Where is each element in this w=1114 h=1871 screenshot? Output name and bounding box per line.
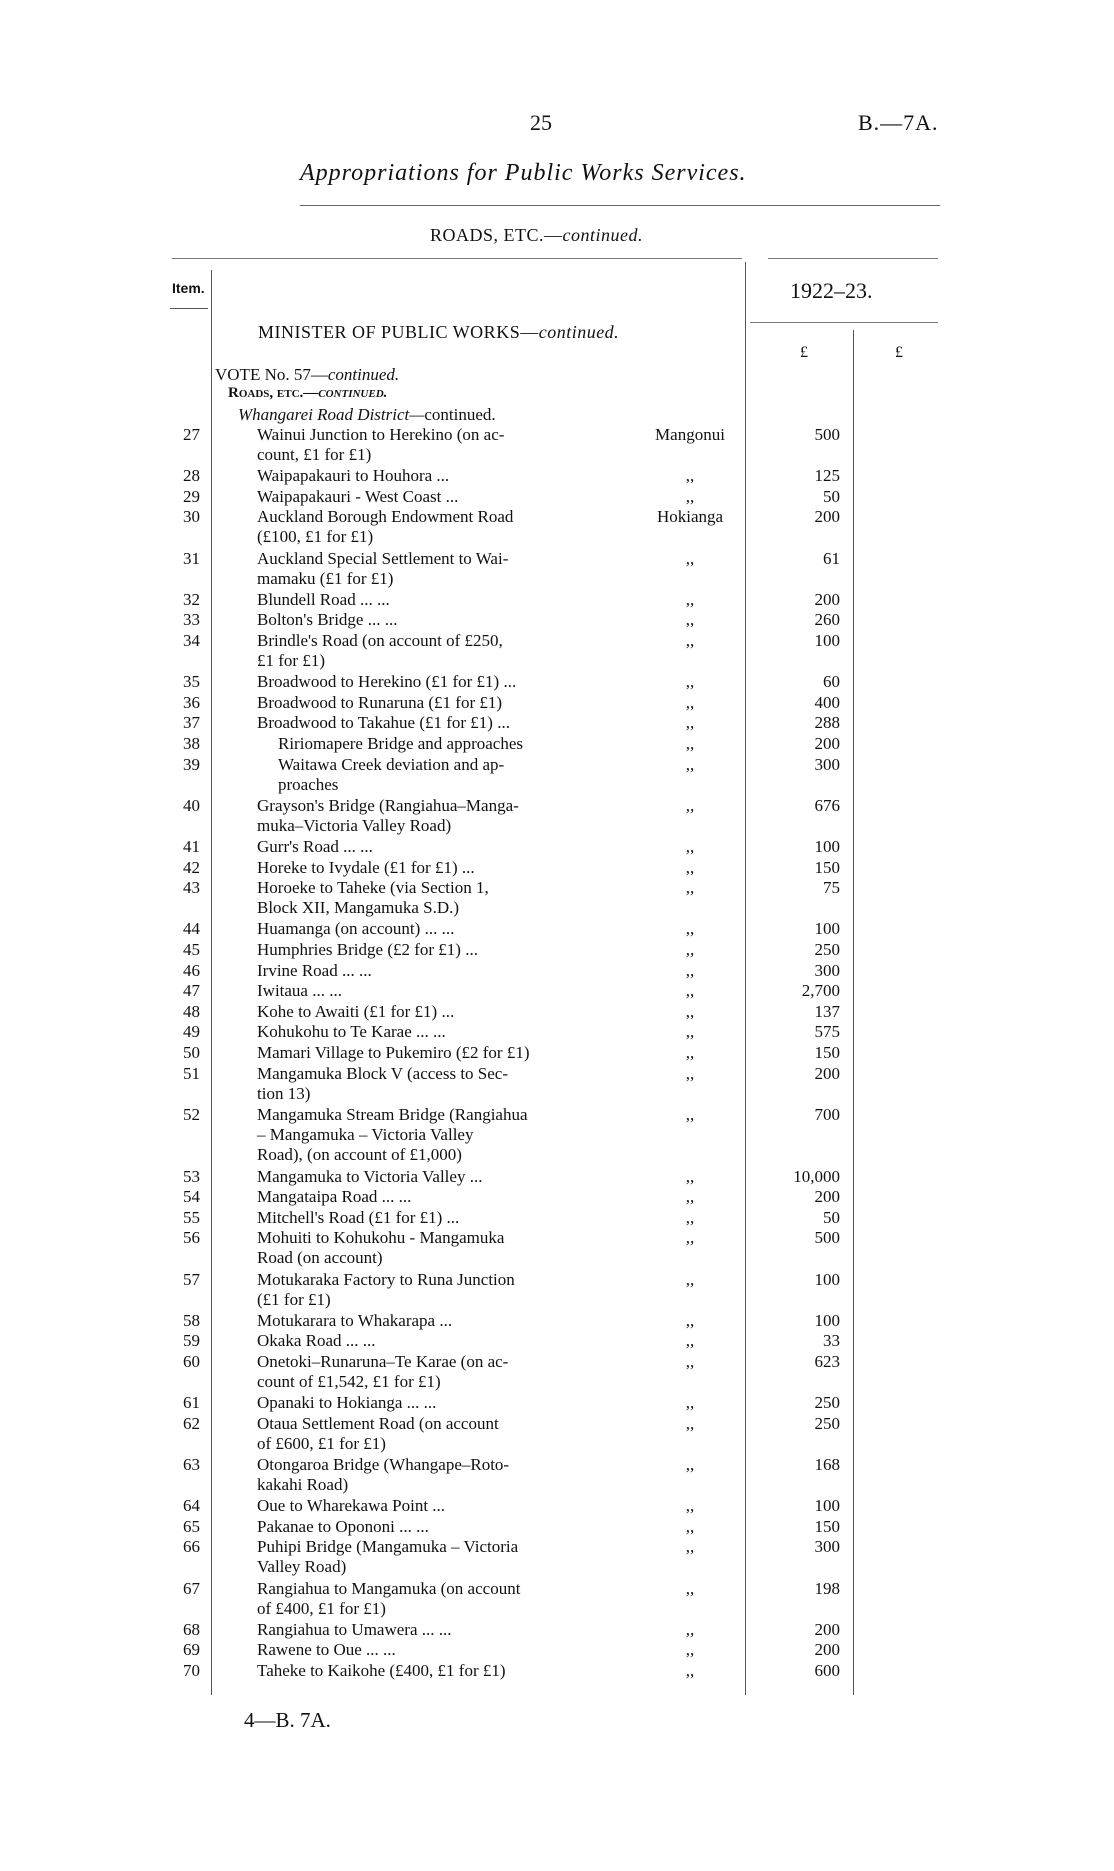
year-column-header: 1922–23. [790,278,873,303]
item-place: ,, [685,1393,695,1413]
item-number: 55 [183,1207,200,1227]
item-place: ,, [685,466,695,486]
item-place: ,, [685,1166,695,1186]
item-place: ,, [685,610,695,630]
item-description: Rangiahua to Umawera ... ... [257,1619,452,1639]
item-description: Mamari Village to Pukemiro (£2 for £1) [257,1043,530,1062]
item-amount: 50 [823,486,840,506]
item-place: ,, [685,1619,695,1639]
item-place: ,, [685,1331,695,1351]
item-place: ,, [685,1578,695,1598]
item-place: ,, [685,1352,695,1371]
item-number: 35 [183,672,200,692]
table-top-rule-right [768,258,938,259]
item-description: Motukaraka Factory to Runa Junction (£1 for £1) [257,1269,515,1309]
item-number: 45 [183,940,200,959]
item-number: 67 [183,1578,200,1598]
item-amount: 168 [814,1455,840,1474]
item-description: Waitawa Creek deviation and ap- proaches [278,754,505,794]
item-description: Onetoki–Runaruna–Te Karae (on ac- count of £1,542, £1 for £1) [257,1352,509,1391]
item-place: ,, [685,1022,695,1042]
item-amount: 200 [814,1187,840,1207]
item-place: ,, [685,1207,695,1227]
item-description: Blundell Road ... ... [257,589,390,609]
item-column-divider [211,270,212,1695]
item-number: 28 [183,466,200,486]
ministry-name: MINISTER OF PUBLIC WORKS— [258,322,539,342]
item-description: Gurr's Road ... ... [257,837,373,856]
item-amount: 700 [814,1104,840,1124]
item-description: Kohe to Awaiti (£1 for £1) ... [257,1001,455,1021]
item-description: Wainui Junction to Herekino (on ac- count, £1 for £1) [257,425,505,464]
item-header-rule [170,308,208,309]
item-amount: 575 [814,1022,840,1042]
item-place: ,, [685,1310,695,1330]
title-rule [300,205,940,206]
item-number: 49 [183,1022,200,1042]
place-column-divider [745,262,746,1695]
vote-continued: continued. [327,365,400,384]
item-amount: 200 [814,734,840,753]
item-description: Bolton's Bridge ... ... [257,610,398,630]
item-place: Mangonui [655,425,725,444]
item-description: Brindle's Road (on account of £250, £1 for £1) [257,631,503,670]
vote-heading [215,365,399,385]
item-description: Auckland Borough Endowment Road (£100, £1 for £1) [257,507,514,547]
item-number: 43 [183,878,200,898]
item-amount: 100 [814,1496,840,1516]
item-place: ,, [685,1640,695,1660]
item-number: 59 [183,1331,200,1351]
item-description: Broadwood to Herekino (£1 for £1) ... [257,672,517,692]
item-number: 62 [183,1413,200,1433]
item-amount: 100 [814,1310,840,1330]
item-amount: 100 [814,837,840,856]
item-number: 65 [183,1516,200,1536]
item-amount: 150 [814,1516,840,1536]
section-heading [430,225,643,246]
item-number: 44 [183,919,200,939]
item-number: 57 [183,1269,200,1289]
item-number: 39 [183,754,200,774]
item-number: 32 [183,589,200,609]
item-place: ,, [685,692,695,712]
item-number: 56 [183,1228,200,1248]
item-description: Pakanae to Opononi ... ... [257,1516,429,1536]
item-place: ,, [685,631,695,650]
item-amount: 300 [814,960,840,980]
item-amount: 198 [814,1578,840,1598]
item-number: 58 [183,1310,200,1330]
item-place: ,, [685,754,695,774]
item-place: ,, [685,713,695,733]
item-place: ,, [685,1187,695,1207]
item-number: 34 [183,631,200,650]
section-heading-continued: continued. [562,225,643,245]
item-number: 46 [183,960,200,980]
item-amount: 250 [814,940,840,959]
item-number: 61 [183,1393,200,1413]
item-number: 48 [183,1001,200,1021]
item-number: 31 [183,548,200,568]
page-title: Appropriations for Public Works Services. [300,160,747,186]
document-reference: B.—7A. [858,110,939,135]
item-description: Opanaki to Hokianga ... ... [257,1393,437,1413]
item-description: Broadwood to Runaruna (£1 for £1) [257,692,503,712]
item-place: ,, [685,837,695,856]
item-place: ,, [685,878,695,898]
item-place: ,, [685,486,695,506]
item-amount: 200 [814,589,840,609]
item-description: Horoeke to Taheke (via Section 1, Block XII, Mangamuka S.D.) [257,878,489,918]
item-place: ,, [685,1413,695,1433]
subhead-heading [228,385,387,402]
currency-symbol-2: £ [895,344,903,361]
item-amount: 10,000 [793,1166,840,1186]
item-amount: 60 [823,672,840,692]
item-number: 70 [183,1661,200,1680]
item-description: Horeke to Ivydale (£1 for £1) ... [257,857,475,877]
item-amount: 2,700 [801,981,840,1001]
item-description: Mitchell's Road (£1 for £1) ... [257,1207,460,1227]
item-amount: 250 [814,1413,840,1433]
item-place: ,, [685,1269,695,1289]
item-amount: 200 [814,1640,840,1660]
item-amount: 150 [814,1043,840,1062]
item-description: Otongaroa Bridge (Whangape–Roto- kakahi Road) [257,1455,510,1494]
item-amount: 125 [814,466,840,486]
item-amount: 61 [823,548,840,568]
item-amount: 500 [814,1228,840,1248]
item-number: 47 [183,981,200,1001]
item-amount: 600 [814,1661,840,1680]
item-description: Kohukohu to Te Karae ... ... [257,1022,446,1042]
footer-reference: 4—B. 7A. [244,1708,331,1732]
year-header-rule [750,322,938,323]
item-description: Grayson's Bridge (Rangiahua–Manga- muka–Victoria Valley Road) [257,795,519,835]
item-amount: 200 [814,507,840,527]
item-number: 36 [183,692,200,712]
district-continued: continued. [424,405,496,424]
item-number: 51 [183,1063,200,1083]
item-number: 30 [183,507,200,527]
item-description: Ririomapere Bridge and approaches [278,734,523,753]
item-place: ,, [685,981,695,1001]
subhead-label: Roads, etc.— [228,385,319,401]
item-description: Mohuiti to Kohukohu - Mangamuka Road (on account) [257,1228,505,1268]
item-description: Mangamuka Stream Bridge (Rangiahua – Mangamuka – Victoria Valley Road), (on account of £1,000) [257,1104,528,1164]
item-place: ,, [685,589,695,609]
item-amount: 137 [814,1001,840,1021]
item-amount: 200 [814,1619,840,1639]
item-place: ,, [685,1496,695,1516]
item-description: Huamanga (on account) ... ... [257,919,455,939]
item-description: Humphries Bridge (£2 for £1) ... [257,940,478,959]
item-number: 66 [183,1537,200,1557]
item-description: Puhipi Bridge (Mangamuka – Victoria Valley Road) [257,1537,519,1577]
item-number: 69 [183,1640,200,1660]
item-place: ,, [685,1104,695,1124]
item-number: 68 [183,1619,200,1639]
item-number: 54 [183,1187,200,1207]
item-amount: 300 [814,1537,840,1557]
item-description: Mangataipa Road ... ... [257,1187,412,1207]
currency-symbol-1: £ [800,344,808,361]
item-amount: 100 [814,631,840,650]
item-place: ,, [685,734,695,753]
section-heading-text: ROADS, ETC.— [430,225,563,245]
item-amount: 400 [814,692,840,712]
item-place: ,, [685,1516,695,1536]
item-amount: 288 [814,713,840,733]
item-place: ,, [685,857,695,877]
item-amount: 260 [814,610,840,630]
item-description: Otaua Settlement Road (on account of £600, £1 for £1) [257,1413,499,1453]
ministry-continued: continued. [538,322,620,342]
item-amount: 33 [823,1331,840,1351]
item-place: ,, [685,960,695,980]
item-amount: 623 [814,1352,840,1371]
item-description: Rawene to Oue ... ... [257,1640,396,1660]
item-number: 40 [183,795,200,815]
item-number: 52 [183,1104,200,1124]
item-number: 27 [183,425,200,444]
item-number: 33 [183,610,200,630]
subhead-continued: continued. [318,385,388,401]
item-amount: 50 [823,1207,840,1227]
item-amount: 100 [814,1269,840,1289]
item-place: ,, [685,672,695,692]
item-description: Waipapakauri - West Coast ... [257,486,459,506]
item-place: Hokianga [656,507,724,527]
item-column-header: Item. [172,280,205,296]
item-place: ,, [685,548,695,568]
item-amount: 75 [823,878,840,898]
item-description: Motukarara to Whakarapa ... [257,1310,453,1330]
item-number: 50 [183,1043,200,1062]
item-amount: 250 [814,1393,840,1413]
table-top-rule [172,258,742,259]
item-number: 63 [183,1455,200,1474]
item-description: Iwitaua ... ... [257,981,342,1001]
district-heading [238,405,496,425]
item-amount: 500 [814,425,840,444]
item-amount: 100 [814,919,840,939]
item-description: Mangamuka Block V (access to Sec- tion 13) [257,1063,508,1103]
item-number: 53 [183,1166,200,1186]
item-amount: 200 [814,1063,840,1083]
item-number: 64 [183,1496,200,1516]
item-place: ,, [685,1228,695,1248]
item-description: Okaka Road ... ... [257,1331,376,1351]
item-place: ,, [685,1043,695,1062]
vote-label: VOTE No. 57— [215,365,328,384]
item-description: Rangiahua to Mangamuka (on account of £400, £1 for £1) [257,1578,521,1618]
item-place: ,, [685,1063,695,1083]
item-place: ,, [685,1001,695,1021]
item-description: Auckland Special Settlement to Wai- mamaku (£1 for £1) [257,548,509,588]
item-place: ,, [685,1661,695,1680]
item-place: ,, [685,795,695,815]
item-amount: 676 [814,795,840,815]
item-description: Mangamuka to Victoria Valley ... [257,1166,483,1186]
item-amount: 150 [814,857,840,877]
item-number: 29 [183,486,200,506]
amount-column-divider [853,330,854,1695]
item-place: ,, [685,940,695,959]
item-number: 60 [183,1352,200,1371]
item-number: 37 [183,713,200,733]
item-place: ,, [685,1537,695,1557]
item-amount: 300 [814,754,840,774]
item-number: 42 [183,857,200,877]
item-description: Broadwood to Takahue (£1 for £1) ... [257,713,510,733]
item-description: Irvine Road ... ... [257,960,372,980]
ministry-heading [258,322,619,343]
item-number: 41 [183,837,200,856]
item-number: 38 [183,734,200,753]
item-description: Taheke to Kaikohe (£400, £1 for £1) [257,1661,506,1680]
district-name: Whangarei Road District— [238,405,425,424]
item-description: Oue to Wharekawa Point ... [257,1496,446,1516]
item-description: Waipapakauri to Houhora ... [257,466,450,486]
item-place: ,, [685,1455,695,1474]
page-number: 25 [530,110,552,135]
item-place: ,, [685,919,695,939]
